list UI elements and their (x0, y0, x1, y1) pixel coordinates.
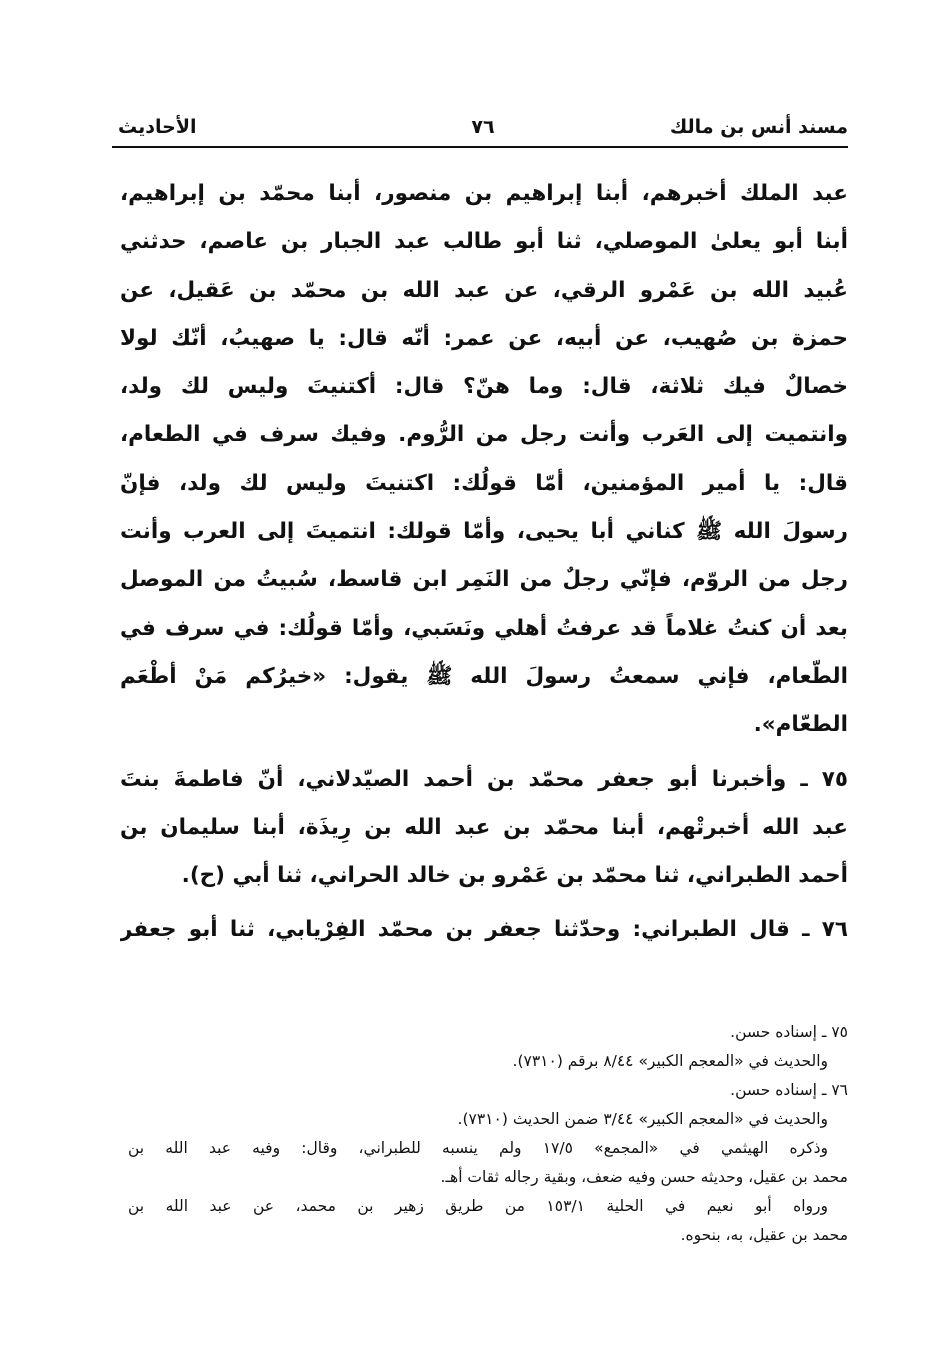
footnote-76-heading: ٧٦ ـ إسناده حسن. (730, 1081, 848, 1099)
footnote-line: ورواه أبو نعيم في الحلية ١٥٣/١ من طريق زهير بن محمد، عن عبد الله بن (128, 1197, 828, 1215)
text-line: حمزة بن صُهيب، عن أبيه، عن عمر: أنّه قال: يا صهيبُ، أنّك لولا (120, 325, 848, 351)
text-line: قال: يا أمير المؤمنين، أمّا قولُك: اكتنيتَ وليس لك ولد، فإنّ (120, 470, 848, 496)
header-rule (112, 146, 848, 148)
footnote-75-heading: ٧٥ ـ إسناده حسن. (730, 1023, 848, 1041)
footnote-line: محمد بن عقيل، وحديثه حسن وفيه ضعف، وبقية رجاله ثقات أهـ. (440, 1168, 848, 1186)
main-text (120, 170, 848, 955)
page-number: ٧٦ (471, 116, 495, 138)
text-line: رجل من الروّم، فإنّي رجلٌ من النَمِر ابن قاسط، سُبيتُ من الموصل (120, 567, 848, 593)
book-title: مسند أنس بن مالك (669, 116, 848, 138)
footnotes (128, 1018, 848, 1250)
footnote-line: والحديث في «المعجم الكبير» ٨/٤٤ برقم (٧٣١٠). (512, 1052, 828, 1070)
section-title: الأحاديث (118, 116, 197, 138)
hadith-75-line: ٧٥ ـ وأخبرنا أبو جعفر محمّد بن أحمد الصيّدلاني، أنّ فاطمةَ بنتَ (120, 766, 848, 792)
text-line: عبد الله أخبرتْهم، أبنا محمّد بن عبد الله بن رِيذَة، أبنا سليمان بن (120, 814, 848, 840)
text-line: أحمد الطبراني، ثنا محمّد بن عَمْرو بن خالد الحراني، ثنا أبي (ح). (181, 863, 848, 889)
text-line: الطّعام، فإني سمعتُ رسولَ الله ﷺ يقول: «خيرُكم مَنْ أطْعَم (120, 663, 848, 689)
text-line: الطعّام». (753, 712, 848, 738)
running-header (118, 112, 848, 146)
text-line: أبنا أبو يعلىٰ الموصلي، ثنا أبو طالب عبد الجبار بن عاصم، حدثني (120, 229, 848, 255)
text-line: وانتميت إلى العَرب وأنت رجل من الرُّوم. وفيك سرف في الطعام، (120, 422, 848, 448)
hadith-76-line: ٧٦ ـ قال الطبراني: وحدّثنا جعفر بن محمّد الفِرْيابي، ثنا أبو جعفر (120, 917, 848, 943)
text-line: رسولَ الله ﷺ كناني أبا يحيى، وأمّا قولك: انتميتَ إلى العرب وأنت (120, 519, 848, 545)
footnote-line: وذكره الهيثمي في «المجمع» ١٧/٥ ولم ينسبه للطبراني، وقال: وفيه عبد الله بن (128, 1139, 828, 1157)
text-line: خصالٌ فيك ثلاثة، قال: وما هنّ؟ قال: أكتنيتَ وليس لك ولد، (120, 374, 848, 400)
text-line: بعد أن كنتُ غلاماً قد عرفتُ أهلي ونَسَبي، وأمّا قولُك: في سرف في (120, 615, 848, 641)
text-line: عُبيد الله بن عَمْرو الرقي، عن عبد الله بن محمّد بن عَقيل، عن (120, 277, 848, 303)
footnote-line: والحديث في «المعجم الكبير» ٣/٤٤ ضمن الحديث (٧٣١٠). (457, 1110, 828, 1128)
text-line: عبد الملك أخبرهم، أبنا إبراهيم بن منصور، أبنا محمّد بن إبراهيم، (120, 181, 848, 206)
footnote-line: محمد بن عقيل، به، بنحوه. (680, 1226, 848, 1244)
